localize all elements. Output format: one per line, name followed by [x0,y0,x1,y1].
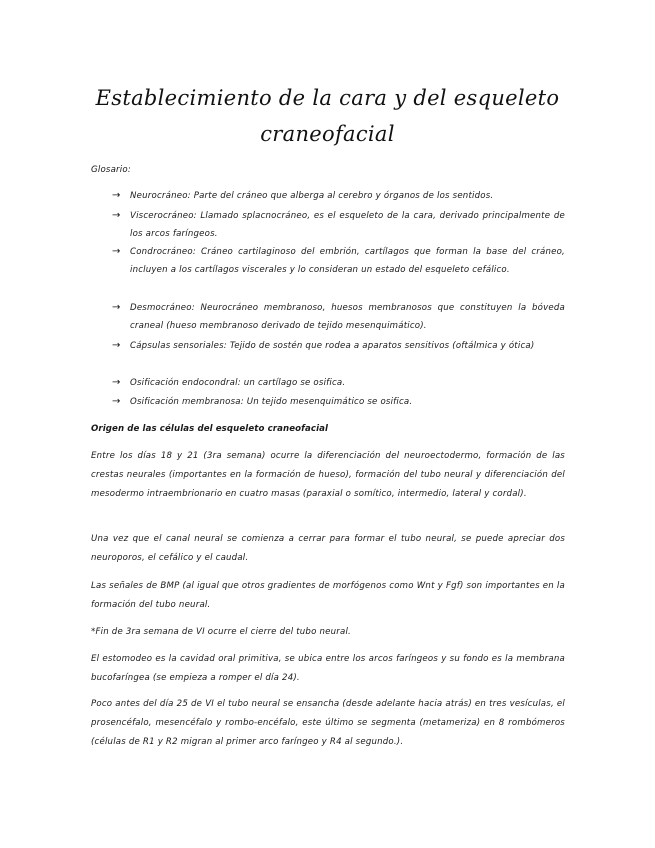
glossary-item-text: Condrocráneo: Cráneo cartilaginoso del embrión, cartílagos que forman la base del cráneo, incluyen a los cartílagos viscerales y lo consideran un estado del esqueleto cefálico. [130,247,565,275]
arrow-icon: → [112,377,121,388]
arrow-icon: → [112,396,121,407]
document-title-line-1: Establecimiento de la cara y del esqueleto [95,86,560,110]
glossary-item-text: Osificación endocondral: un cartílago se osifica. [130,378,346,388]
paragraph: *Fin de 3ra semana de VI ocurre el cierre del tubo neural. [91,627,351,637]
document-title-line-2: craneofacial [260,122,395,146]
glossary-item-text: Osificación membranosa: Un tejido mesenquimático se osifica. [130,397,413,407]
paragraph: Las señales de BMP (al igual que otros gradientes de morfógenos como Wnt y Fgf) son importantes en la formación del tubo neural. [91,581,565,610]
paragraph: Poco antes del día 25 de VI el tubo neural se ensancha (desde adelante hacia atrás) en tres vesículas, el prosencéfalo, mesencéfalo y rombo-encéfalo, este último se segmenta (metameriza) en 8 rombómeros (células de R1 y R2 migran al primer arco faríngeo y R4 al segundo.). [91,699,565,747]
section-heading: Origen de las células del esqueleto craneofacial [91,424,329,434]
arrow-icon: → [112,340,121,351]
glossary-item-text: Viscerocráneo: Llamado splacnocráneo, es el esqueleto de la cara, derivado principalmente de los arcos faríngeos. [130,211,565,239]
glossary-item-text: Neurocráneo: Parte del cráneo que alberga al cerebro y órganos de los sentidos. [130,191,494,201]
glossary-label: Glosario: [91,165,131,175]
paragraph: Entre los días 18 y 21 (3ra semana) ocurre la diferenciación del neuroectodermo, formación de las crestas neurales (importantes en la formación de hueso), formación del tubo neural y diferenciación del mesodermo intraembrionario en cuatro masas (paraxial o somítico, intermedio, lateral y cordal). [91,451,565,499]
arrow-icon: → [112,302,121,313]
arrow-icon: → [112,246,121,257]
glossary-item-text: Desmocráneo: Neurocráneo membranoso, huesos membranosos que constituyen la bóveda craneal (hueso membranoso derivado de tejido mesenquimático). [130,303,565,331]
glossary-item-text: Cápsulas sensoriales: Tejido de sostén que rodea a aparatos sensitivos (oftálmica y ótica) [130,341,535,351]
arrow-icon: → [112,190,121,201]
paragraph: El estomodeo es la cavidad oral primitiva, se ubica entre los arcos faríngeos y su fondo es la membrana bucofaríngea (se empieza a romper el día 24). [91,654,565,683]
arrow-icon: → [112,210,121,221]
paragraph: Una vez que el canal neural se comienza a cerrar para formar el tubo neural, se puede apreciar dos neuroporos, el cefálico y el caudal. [91,534,565,563]
